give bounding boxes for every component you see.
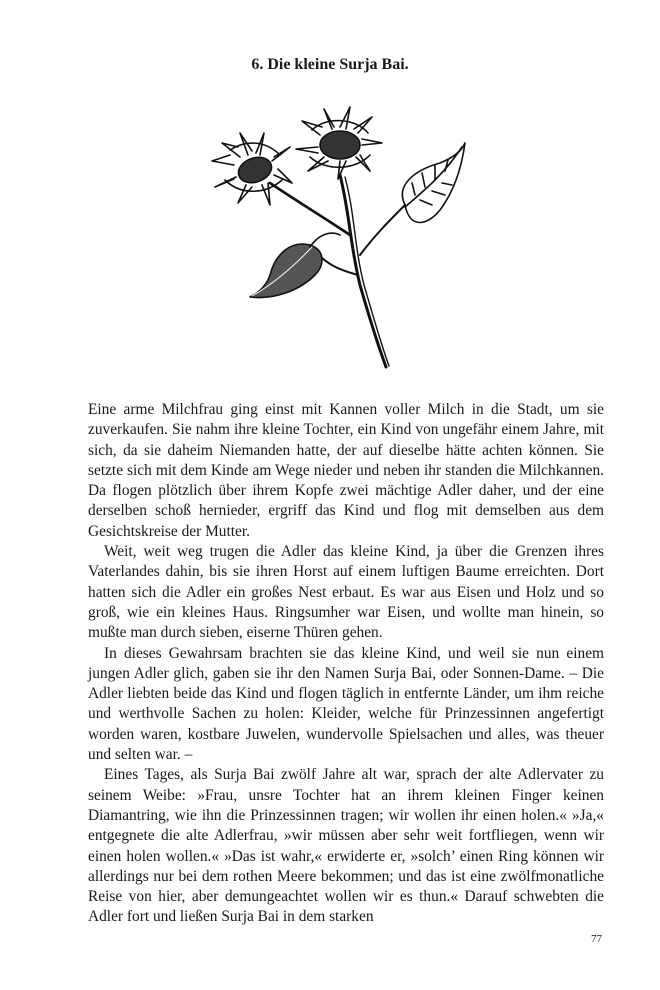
chapter-title: 6. Die kleine Surja Bai. bbox=[251, 56, 409, 73]
paragraph: Weit, weit weg trugen die Adler das kleine Kind, ja über die Grenzen ihres Vaterlandes dahin, bis sie ihren Horst auf einem luftigen Baume erreichten. Dort hatten sich die Adler ein großes Nest erbaut. Es war aus Eisen und Holz und so groß, wie ein kleines Haus. Ringsumher war Eisen, und wollte man hinein, so mußte man durch sieben, eiserne Thüren gehen. bbox=[88, 543, 604, 642]
page-number: 77 bbox=[591, 933, 602, 945]
paragraph: Eine arme Milchfrau ging einst mit Kannen voller Milch in die Stadt, um sie zuverkaufen. Sie nahm ihre kleine Tochter, ein Kind von ungefähr einem Jahre, mit sich, da sie daheim Niemanden hatte, der auf dieselbe hätte achten können. Sie setzte sich mit dem Kinde am Wege nieder und neben ihr standen die Milchkannen. Da flogen plötzlich über ihrem Kopfe zwei mächtige Adler daher, und der eine derselben schoß hernieder, ergriff das Kind und flog mit demselben aus dem Gesichtskreise der Mutter. bbox=[88, 401, 604, 540]
paragraph: In dieses Gewahrsam brachten sie das kleine Kind, und weil sie nun einem jungen Adler glich, gaben sie ihr den Namen Surja Bai, oder Sonnen-Dame. – Die Adler liebten beide das Kind und flogen täglich in entfernte Länder, um ihm reiche und werthvolle Sachen zu holen: Kleider, welche für Prinzessinnen angefertigt worden waren, kostbare Juwelen, wundervolle Spielsachen und alles, was theuer und selten war. – bbox=[88, 644, 604, 764]
body-text bbox=[88, 400, 604, 928]
paragraph: Eines Tages, als Surja Bai zwölf Jahre alt war, sprach der alte Adlervater zu seinem Weibe: »Frau, unsre Tochter hat an ihrem kleinen Finger keinen Diamantring, wie ihn die Prinzessinnen tragen; wir wollen ihr einen holen.« »Ja,« entgegnete die alte Adlerfrau, »wir müssen aber sehr weit fortfliegen, wenn wir einen holen wollen.« »Das ist wahr,« erwiderte er, »solch’ einen Ring können wir allerdings nur bei dem rothen Meere bekommen; und das ist eine zwölfmonatliche Reise von hier, aber demungeachtet wollen wir es thun.« Darauf schwebten die Adler fort und ließen Surja Bai in dem starken bbox=[88, 766, 604, 926]
sunflower-illustration bbox=[200, 95, 490, 375]
